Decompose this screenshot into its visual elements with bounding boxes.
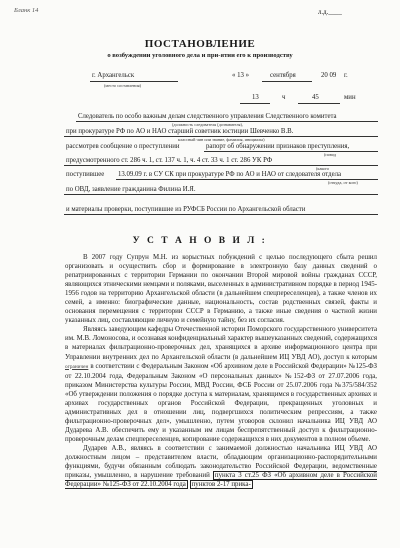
articles-rule bbox=[64, 165, 378, 166]
form-number: Бланк 14 bbox=[14, 7, 39, 14]
paragraph-3-boxed-order: пунктов 2-17 прика- bbox=[191, 481, 251, 489]
date-year: 20 09 bbox=[321, 72, 337, 79]
paragraph-3-boxed-law: пункта 3 ст.25 ФЗ «Об архивном деле в Российской Федерации» №125-ФЗ от 22.10.2004 года bbox=[65, 472, 377, 489]
materials-line: и материалы проверки, поступившие из РУФСБ России по Архангельской области bbox=[66, 206, 306, 213]
materials-rule bbox=[64, 214, 378, 215]
paragraph-2-part-b: в соответствии с Федеральным Законом «Об архивном деле в Российской Федерации» №125-ФЗ от 22.10.2004 года, Федеральным Законом «О персональных данных» №152-ФЗ от 27.07.2006 года, приказом Министерства культуры России, МВД России, ФСБ России от 25.07.2006 года №375/584/352 «Об утверждении положения о порядке доступа к материалам, хранящимся в государственных архивах и архивах государственных органов Российской Федерации, прекращенных уголовных и административных дел в отношении лиц, подвергшихся политическим репрессиям, а также фильтрационно-проверочных дел», умышленно, путем уговоров склонил начальника ИЦ УВД АО Дударева А.В. обеспечить ему и указанным им лицам беспрепятственный доступ к фильтрационно-проверочным делам спецпереселенцев, копирование содержащихся в них документов в полном объеме. bbox=[65, 362, 377, 443]
investigator-line-2: при прокуратуре РФ по АО и НАО старший советник юстиции Шевченко В.В. bbox=[66, 128, 294, 135]
articles-hint: (какого bbox=[316, 166, 330, 171]
date-year-suffix: г. bbox=[344, 72, 348, 79]
time-minutes: 45 bbox=[312, 94, 319, 101]
paragraph-2-part-a: Являясь заведующим кафедры Отечественной истории Поморского государственного университета им. М.В. Ломоносова, и осознавая конфиденциальный характер вышеуказанных сведений, содержащихся в материалах фильтрационно-проверочных дел, хранящихся в архиве информационного центра при Управлении внутренних дел по Архангельской области (в дальнейшем ИЦ УВД АО), доступ к которым bbox=[65, 326, 377, 361]
document-subtitle: о возбуждении уголовного дела и при-ятии его к производству bbox=[107, 52, 293, 59]
paragraph-1: В 2007 году Супрун М.Н. из корыстных побуждений с целью последующего сбыта решил организовать и осуществить сбор и формирование в электронную базу данных сведений о репатриированных с территории Германии по окончании Второй мировой войны гражданах СССР, являющихся этническими немцами и поляками, выселенных в административном порядке в период 1945-1956 годов на территорию Архангельской области (в дальнейшем спецпереселенцев), а также членов их семей, а именно: биографические данные, национальность, состав родственных связей, факты и основания перемещения с территории СССР в Германию, а также иные сведения о частной жизни указанных лиц, составляющие личную и семейную тайну, без их согласия. bbox=[65, 254, 377, 325]
received-label: поступившее bbox=[66, 171, 105, 178]
date-day: « 13 » bbox=[232, 72, 249, 79]
body-text bbox=[65, 253, 377, 489]
report-label: рассмотрев сообщение о преступлении bbox=[66, 143, 180, 150]
paragraph-3 bbox=[65, 444, 377, 489]
place-city: г. Архангельск bbox=[92, 72, 135, 79]
paragraph-3-part-a: Дударев А.В., являясь в соответствии с занимаемой должностью начальника ИЦ УВД АО должностным лицом – представителем власти, обладающим организационно-распорядительными функциями, будучи обязанным соблюдать законодательство Российской Федерации, ведомственные приказы, умышленно, в нарушение требований bbox=[65, 444, 377, 480]
received-value: 13.09.09 г. в СУ СК при прокуратуре РФ по АО и НАО от следователя отдела bbox=[118, 171, 342, 178]
paragraph-2 bbox=[65, 325, 377, 444]
case-sheet-number: л.д.____ bbox=[318, 9, 342, 16]
investigator-line-1: Следователь по особо важным делам следственного управления Следственного комитета bbox=[78, 113, 337, 120]
date-month: сентября bbox=[270, 72, 296, 79]
time-hours: 13 bbox=[252, 94, 259, 101]
month-underline bbox=[262, 81, 312, 82]
hours-underline bbox=[240, 103, 270, 104]
investigator-line-1-hint: (должность следователя (дознавателя), bbox=[172, 122, 244, 127]
time-minutes-label: мин bbox=[344, 94, 356, 101]
place-underline bbox=[90, 81, 178, 82]
investigator-line-2-hint: классный чин или звание, фамилия, инициалы) bbox=[178, 137, 265, 142]
articles-line: предусмотренного ст. 286 ч. 1, ст. 137 ч. 1, ч. 4 ст. 33 ч. 1 ст. 286 УК РФ bbox=[66, 157, 273, 164]
statement-rule bbox=[64, 194, 378, 195]
paragraph-2-handwritten-mark: ограничен bbox=[65, 363, 89, 370]
statement-line: по ОВД, заявление гражданина Филина И.Я. bbox=[66, 186, 196, 193]
report-rule bbox=[204, 151, 378, 152]
report-hint: (повод bbox=[324, 152, 337, 157]
document-title: ПОСТАНОВЛЕНИЕ bbox=[144, 38, 256, 50]
place-hint: (место составления) bbox=[104, 83, 142, 88]
minutes-underline bbox=[298, 103, 340, 104]
established-heading: У С Т А Н О В И Л : bbox=[132, 236, 268, 246]
report-value: рапорт об обнаружении признаков преступления, bbox=[206, 143, 350, 150]
time-hours-label: ч bbox=[282, 94, 286, 101]
received-hint: (откуда, от кого) bbox=[328, 180, 358, 185]
